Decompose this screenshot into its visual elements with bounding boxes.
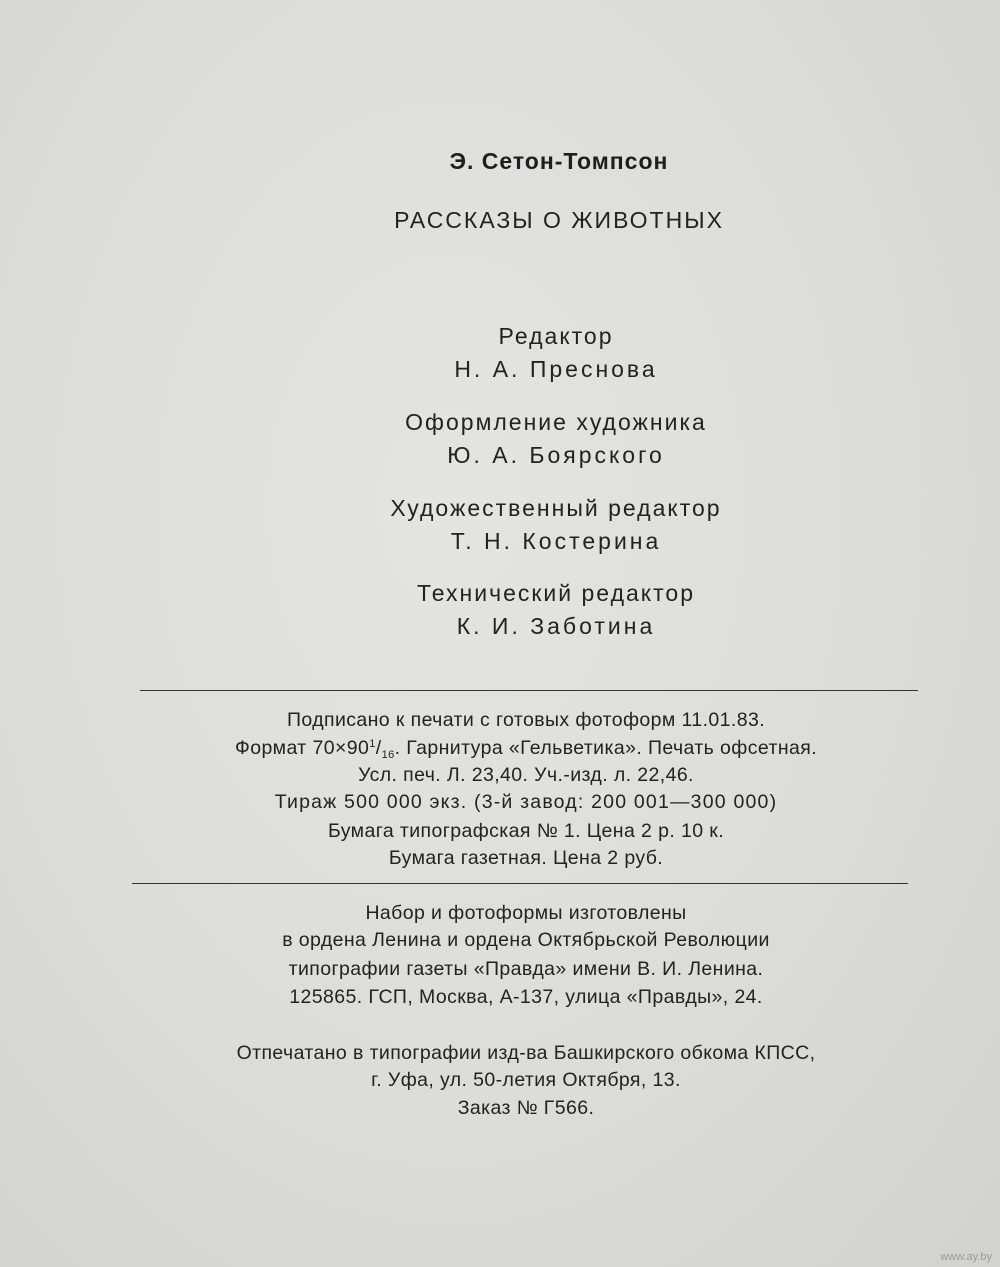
printed-at-line-2: г. Уфа, ул. 50-летия Октября, 13. xyxy=(371,1069,681,1091)
imprint-paper-2: Бумага газетная. Цена 2 руб. xyxy=(388,847,664,869)
printing-line-4: 125865. ГСП, Москва, А-137, улица «Правды», 24. xyxy=(289,986,763,1008)
credit-name-designer: Ю. А. Боярского xyxy=(447,442,665,468)
imprint-format-denominator: 16 xyxy=(381,749,395,761)
imprint-format-slash: / xyxy=(375,737,382,759)
printing-line-1: Набор и фотоформы изготовлены xyxy=(365,902,687,924)
site-watermark: www.ay.by xyxy=(940,1251,992,1263)
imprint-print-run: Тираж 500 000 экз. (3-й завод: 200 001—300 000) xyxy=(274,791,778,813)
order-number: Заказ № Г566. xyxy=(457,1097,595,1119)
imprint-format-prefix: Формат 70×90 xyxy=(234,737,370,759)
book-title: РАССКАЗЫ О ЖИВОТНЫХ xyxy=(394,207,724,233)
credit-name-editor: Н. А. Преснова xyxy=(454,356,658,382)
imprint-format-suffix: . Гарнитура «Гельветика». Печать офсетная. xyxy=(394,737,818,759)
credit-name-art-editor: Т. Н. Костерина xyxy=(450,528,662,554)
imprint-format-numerator: 1 xyxy=(369,738,376,750)
printing-line-2: в ордена Ленина и ордена Октябрьской Революции xyxy=(282,929,770,951)
imprint-format xyxy=(0,737,1000,761)
credit-role-tech-editor: Технический редактор xyxy=(417,580,695,606)
book-author: Э. Сетон-Томпсон xyxy=(449,148,669,174)
imprint-paper-1: Бумага типографская № 1. Цена 2 р. 10 к. xyxy=(327,820,725,842)
credit-role-art-editor: Художественный редактор xyxy=(390,495,722,521)
imprint-signed: Подписано к печати с готовых фотоформ 11.01.83. xyxy=(286,709,766,731)
top-divider xyxy=(140,690,918,691)
printed-at-line-1: Отпечатано в типографии изд-ва Башкирского обкома КПСС, xyxy=(236,1042,816,1064)
imprint-sheets: Усл. печ. Л. 23,40. Уч.-изд. л. 22,46. xyxy=(358,764,694,786)
credit-role-designer: Оформление художника xyxy=(405,409,707,435)
printing-line-3: типографии газеты «Правда» имени В. И. Ленина. xyxy=(288,958,764,980)
credit-role-editor: Редактор xyxy=(498,323,614,349)
middle-divider xyxy=(132,883,908,884)
credit-name-tech-editor: К. И. Заботина xyxy=(456,613,656,639)
